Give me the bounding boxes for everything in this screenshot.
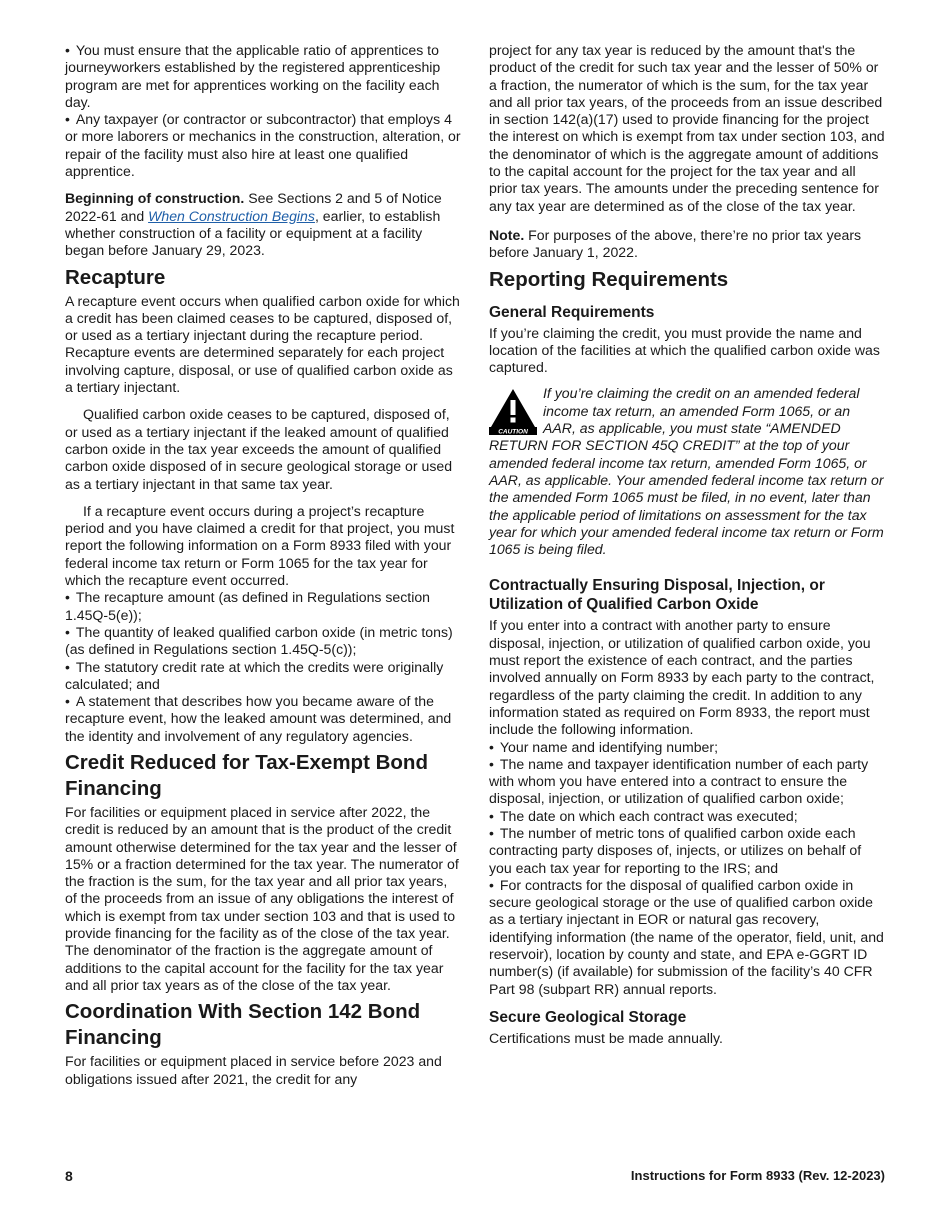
secure-geological-storage-heading: Secure Geological Storage — [489, 1008, 687, 1026]
contractually-ensuring-heading: Contractually Ensuring Disposal, Injection, or Utilization of Qualified Carbon Oxide — [489, 577, 825, 614]
coordination-heading: Coordination With Section 142 Bond Financing — [65, 1000, 421, 1050]
boc-lead: Beginning of construction. — [65, 190, 245, 207]
contract-bullet-tons: • The number of metric tons of qualified carbon oxide each contracting party disposes of, injects, or utilizes on behalf of you each tax year for reporting to the IRS; and — [489, 825, 885, 877]
boc-text-a: See Sections 2 and 5 of Notice 2022-61 and — [65, 190, 442, 224]
footer-form-title: Instructions for Form 8933 (Rev. 12-2023) — [630, 1168, 885, 1183]
caution-label: CAUTION — [498, 428, 528, 436]
credit-reduced-heading: Credit Reduced for Tax-Exempt Bond Financing — [65, 750, 428, 800]
note-paragraph — [489, 227, 885, 262]
caution-box — [489, 385, 885, 558]
recapture-bullet-quantity: • The quantity of leaked qualified carbon oxide (in metric tons) (as defined in Regulations section 1.45Q-5(c)); — [65, 624, 461, 659]
right-column — [489, 42, 885, 1047]
recapture-bullet-statement: • A statement that describes how you became aware of the recapture event, how the leaked amount was determined, and the identity and involvement of any regulatory agencies. — [65, 693, 461, 745]
general-requirements-paragraph: If you’re claiming the credit, you must provide the name and location of the facilities at which the qualified carbon oxide was captured. — [489, 324, 880, 376]
apprentice-ratio-bullet: • You must ensure that the applicable ratio of apprentices to journeyworkers established by the registered apprenticeship program are met for apprentices working on the facility each day. — [65, 42, 461, 111]
recapture-paragraph-2: Qualified carbon oxide ceases to be captured, disposed of, or used as a tertiary injectant if the leaked amount of qualified carbon oxide in the tax year exceeds the amount of qualified carbon oxide disposed of in secure geological storage or used as a tertiary injectant in that same tax year. — [65, 406, 453, 492]
contract-bullet-storage: • For contracts for the disposal of qualified carbon oxide in secure geological storage or the use of qualified carbon oxide as a tertiary injectant in EOR or natural gas recovery, identifying information (the name of the operator, field, unit, and reservoir), location by county and state, and EPA e-GGRT ID number(s) (if available) for submission of the facility’s 40 CFR Part 98 (subpart RR) annual reports. — [489, 877, 885, 998]
apprentice-hire-bullet: • Any taxpayer (or contractor or subcontractor) that employs 4 or more laborers or mechanics in the construction, alteration, or repair of the facility must also hire at least one qualified apprentice. — [65, 111, 461, 180]
recapture-bullet-rate: • The statutory credit rate at which the credits were originally calculated; and — [65, 659, 461, 694]
reporting-requirements-heading: Reporting Requirements — [489, 267, 729, 291]
contract-bullet-tin: • The name and taxpayer identification number of each party with whom you have entered into a contract to ensure the disposal, injection, or utilization of qualified carbon oxide; — [489, 756, 885, 808]
note-text: For purposes of the above, there’re no prior tax years before January 1, 2022. — [489, 226, 862, 261]
recapture-paragraph-1: A recapture event occurs when qualified carbon oxide for which a credit has been claimed ceases to be captured, disposed of, or used as a tertiary injectant during the recapture period. Recapture events are determined separately for each project involving capture, disposal, or use of qualified carbon oxide as a tertiary injectant. — [65, 292, 460, 396]
contractually-ensuring-paragraph: If you enter into a contract with another party to ensure disposal, injection, or utilization of qualified carbon oxide, you must report the existence of each contract, and the parties involved annually on Form 8933 by each party to the contract, regardless of the party claiming the credit. In addition to any information stated as required on Form 8933, the report must include the following information. — [489, 617, 875, 738]
recapture-bullet-amount: • The recapture amount (as defined in Regulations section 1.45Q-5(e)); — [65, 589, 461, 624]
contract-bullet-name: • Your name and identifying number; — [489, 739, 885, 756]
credit-reduced-paragraph: For facilities or equipment placed in service after 2022, the credit is reduced by an amount that is the product of the credit amount otherwise determined for the tax year and the lesser of 15% or a fraction determined for the tax year. The numerator of the fraction is the sum, for the tax year and all prior tax years, of the proceeds from an issue of any obligations the interest of which is exempt from tax under section 103 and that is used to provide financing for the facility as of the close of the tax year. The denominator of the fraction is the aggregate amount of additions to the capital account for the facility for the tax year and all prior tax years as of the close of the tax year. — [65, 803, 459, 993]
general-requirements-heading: General Requirements — [489, 303, 655, 321]
note-lead: Note. — [489, 226, 525, 243]
left-column — [65, 42, 461, 1088]
contract-bullet-date: • The date on which each contract was executed; — [489, 808, 885, 825]
page-number: 8 — [65, 1168, 73, 1184]
continued-paragraph: project for any tax year is reduced by the amount that's the product of the credit for such tax year and the lesser of 50% or a fraction, the numerator of which is the sum, for the tax year and all prior tax years, of the proceeds from an issue described in section 142(a)(17) used to provide financing for the project the interest on which is exempt from tax under section 103, and the denominator of which is the aggregate amount of additions to the capital account for the project for the tax year and all prior tax years. The amounts under the preceding sentence for any tax year are determined as of the close of the tax year. — [489, 42, 885, 214]
caution-text: If you’re claiming the credit on an amended federal income tax return, an amended Form 1065, or an AAR, as applicable, you must state “AMENDED RETURN FOR SECTION 45Q CREDIT” at the top of your amended federal income tax return, amended Form 1065, or AAR, as applicable. Your amended federal income tax return or the amended Form 1065 must be filed, in no event, later than the applicable period of limitations on assessment for the tax year for which your amended federal income tax return or Form 1065 is being filed. — [489, 385, 884, 558]
when-construction-begins-link[interactable]: When Construction Begins — [148, 207, 315, 224]
recapture-paragraph-3: If a recapture event occurs during a project’s recapture period and you have claimed a credit for that project, you must report the following information on a Form 8933 filed with your federal income tax return or Form 1065 for the tax year for which the recapture event occurred. — [65, 502, 455, 589]
secure-geological-storage-paragraph: Certifications must be made annually. — [489, 1029, 723, 1046]
caution-icon — [489, 387, 537, 435]
coordination-paragraph: For facilities or equipment placed in service before 2023 and obligations issued after 2021, the credit for any — [65, 1053, 442, 1087]
boc-text-b: , earlier, to establish whether construction of a facility or equipment at a facility began before January 29, 2023. — [65, 207, 441, 259]
recapture-heading: Recapture — [65, 265, 166, 289]
beginning-of-construction-paragraph — [65, 190, 461, 259]
